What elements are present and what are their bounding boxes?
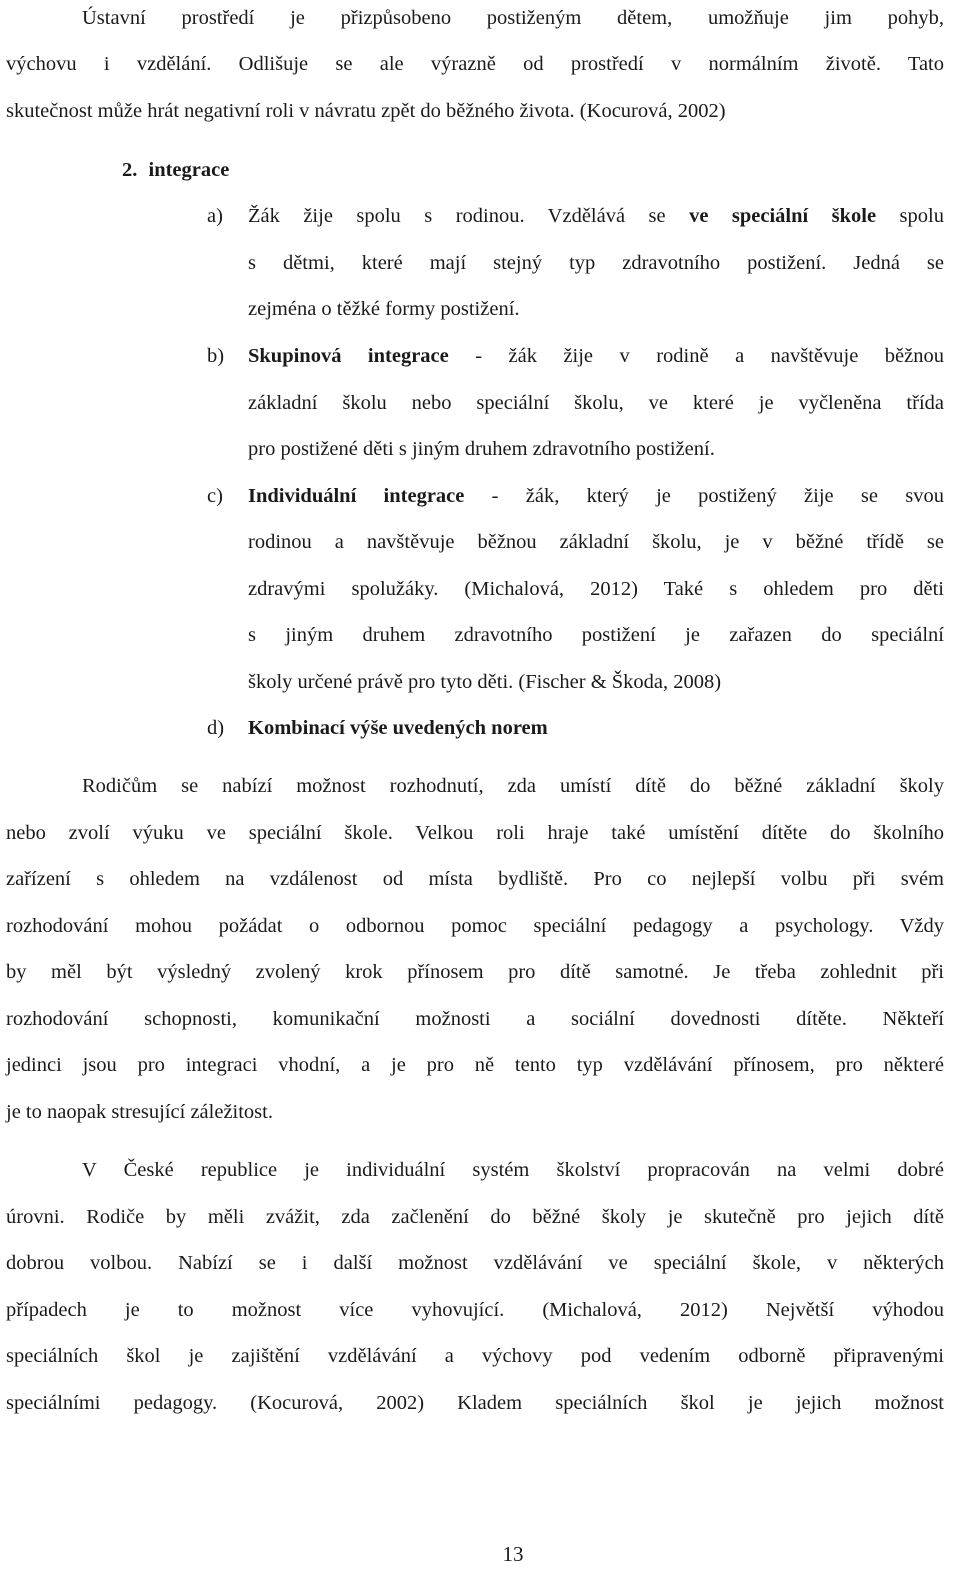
item-b-line-1 [248, 342, 944, 370]
item-a-marker: a) [207, 205, 223, 227]
item-c-line-3: zdravými spolužáky. (Michalová, 2012) Také s ohledem pro děti [248, 578, 944, 600]
para1-line-1: Ústavní prostředí je přizpůsobeno postiženým dětem, umožňuje jim pohyb, [82, 7, 944, 29]
item-c-line-1 [248, 482, 944, 510]
para2-line-7: jedinci jsou pro integraci vhodní, a je pro ně tento typ vzdělávání přínosem, pro některé [6, 1054, 944, 1076]
item-b-marker: b) [207, 345, 225, 367]
item-c-line-2: rodinou a navštěvuje běžnou základní školu, je v běžné třídě se [248, 531, 944, 553]
para3-line-4: případech je to možnost více vyhovující. (Michalová, 2012) Největší výhodou [6, 1299, 944, 1321]
section-title: integrace [148, 159, 230, 181]
para2-line-3: zařízení s ohledem na vzdálenost od místa bydliště. Pro co nejlepší volbu při svém [6, 868, 944, 890]
item-a-line-2: s dětmi, které mají stejný typ zdravotního postižení. Jedná se [248, 252, 944, 274]
item-a-text: Žák žije spolu s rodinou. Vzdělává se [248, 205, 690, 227]
para3-line-2: úrovni. Rodiče by měli zvážit, zda začlenění do běžné školy je skutečně pro jejich dítě [6, 1206, 944, 1228]
para3-line-6: speciálními pedagogy. (Kocurová, 2002) Kladem speciálních škol je jejich možnost [6, 1392, 944, 1414]
para3-line-3: dobrou volbou. Nabízí se i další možnost vzdělávání ve speciální škole, v některých [6, 1252, 944, 1274]
item-c-marker: c) [207, 485, 223, 507]
para2-line-2: nebo zvolí výuku ve speciální škole. Velkou roli hraje také umístění dítěte do školního [6, 822, 944, 844]
item-b-bold: Skupinová integrace [248, 345, 449, 367]
item-c-line-5: školy určené právě pro tyto děti. (Fischer & Škoda, 2008) [248, 671, 722, 693]
page-number: 13 [502, 1542, 524, 1566]
section-number: 2. [122, 159, 138, 181]
item-c-line-4: s jiným druhem zdravotního postižení je zařazen do speciální [248, 624, 944, 646]
item-b-line-2: základní školu nebo speciální školu, ve které je vyčleněna třída [248, 392, 944, 414]
item-d-marker: d) [207, 717, 225, 739]
para1-line-2: výchovu i vzdělání. Odlišuje se ale výrazně od prostředí v normálním životě. Tato [6, 53, 944, 75]
item-a-line-1 [248, 202, 944, 230]
item-a-text-end: spolu [876, 205, 944, 227]
section-heading [122, 156, 229, 184]
para2-line-1: Rodičům se nabízí možnost rozhodnutí, zda umístí dítě do běžné základní školy [82, 775, 944, 797]
item-b-line-3: pro postižené děti s jiným druhem zdravotního postižení. [248, 438, 715, 460]
para2-line-4: rozhodování mohou požádat o odbornou pomoc speciální pedagogy a psychology. Vždy [6, 915, 944, 937]
item-a-bold: ve speciální škole [689, 205, 877, 227]
para3-line-1: V České republice je individuální systém školství propracován na velmi dobré [82, 1159, 944, 1181]
para2-line-8: je to naopak stresující záležitost. [6, 1101, 273, 1123]
item-c-bold: Individuální integrace [248, 485, 465, 507]
item-d-bold: Kombinací výše uvedených norem [248, 717, 548, 739]
item-b-text: - žák žije v rodině a navštěvuje běžnou [448, 345, 944, 367]
para2-line-5: by měl být výsledný zvolený krok přínosem pro dítě samotné. Je třeba zohlednit při [6, 961, 944, 983]
item-a-line-3: zejména o těžké formy postižení. [248, 298, 520, 320]
para2-line-6: rozhodování schopnosti, komunikační možnosti a sociální dovednosti dítěte. Někteří [6, 1008, 944, 1030]
item-c-text: - žák, který je postižený žije se svou [464, 485, 944, 507]
para1-line-3: skutečnost může hrát negativní roli v návratu zpět do běžného života. (Kocurová, 2002) [6, 100, 726, 122]
para3-line-5: speciálních škol je zajištění vzdělávání a výchovy pod vedením odborně připravenými [6, 1345, 944, 1367]
